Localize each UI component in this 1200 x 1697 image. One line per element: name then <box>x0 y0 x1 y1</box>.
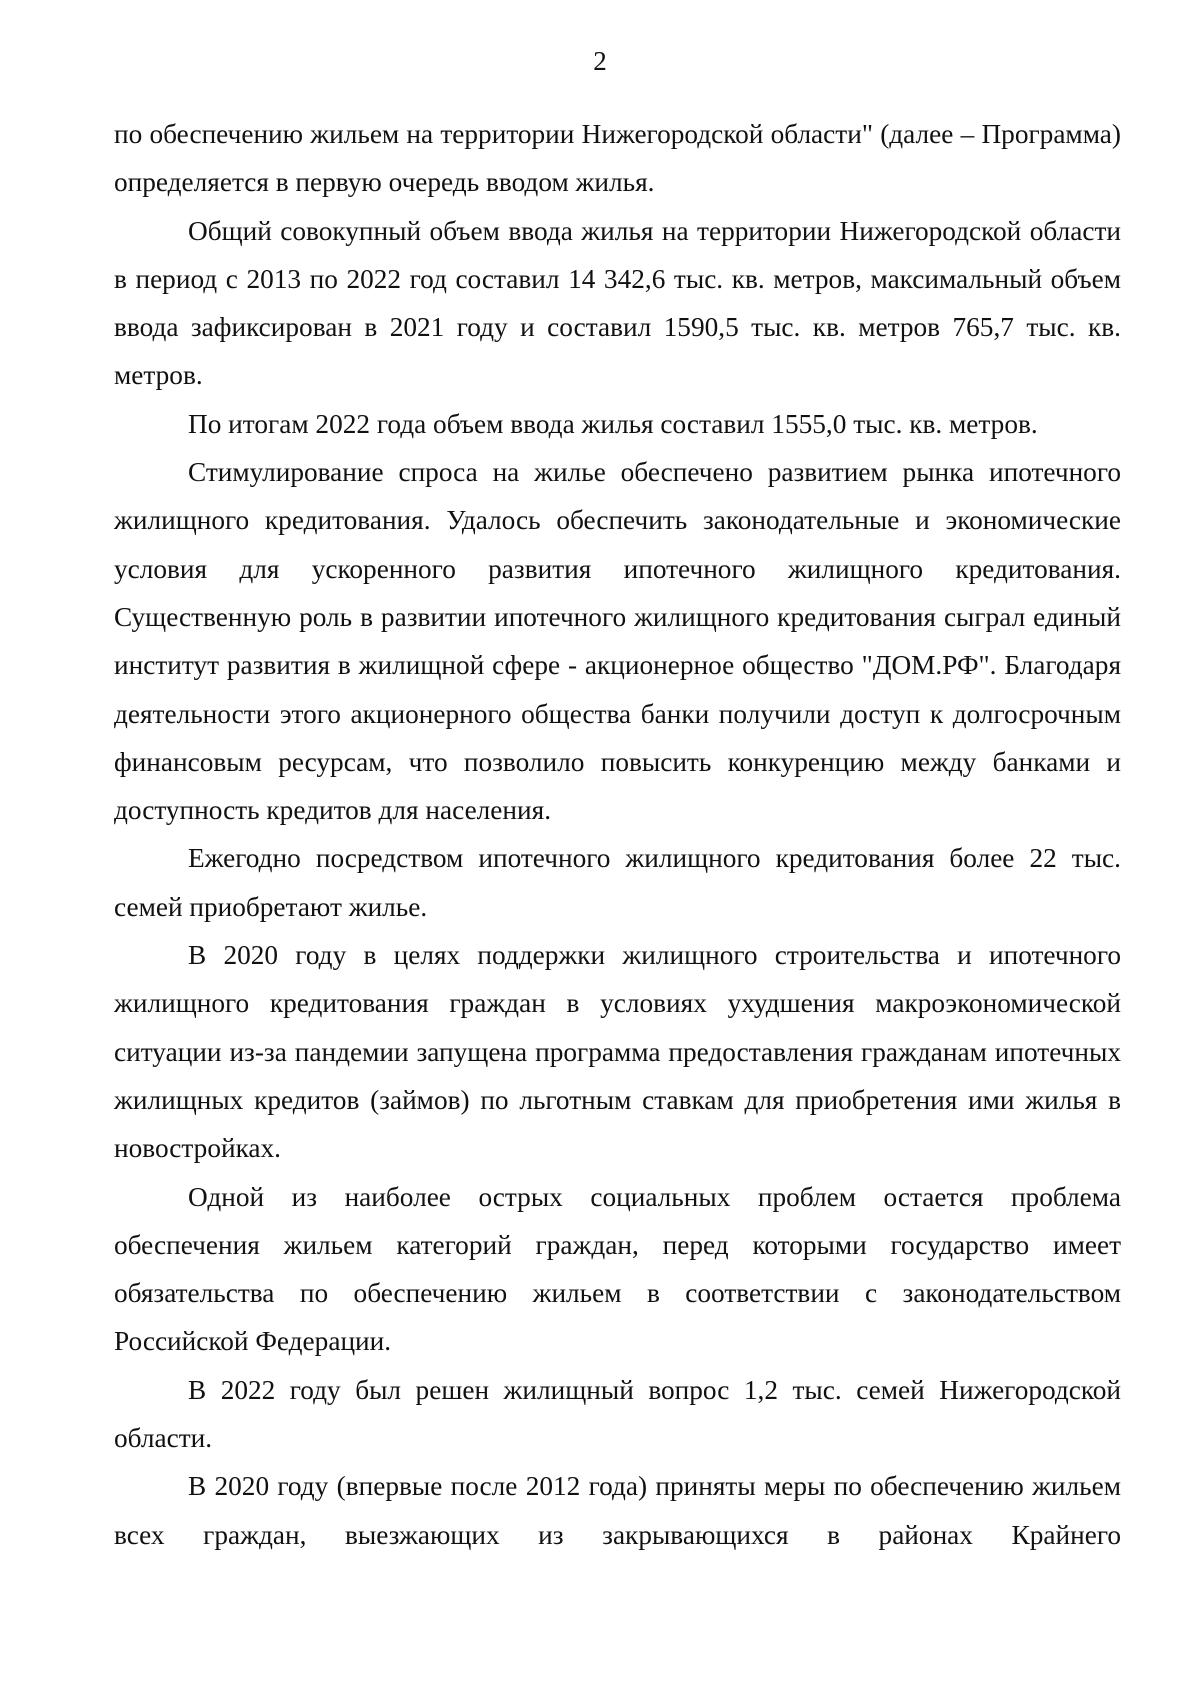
paragraph-2: По итогам 2022 года объем ввода жилья составил 1555,0 тыс. кв. метров. <box>188 408 1038 439</box>
paragraph-0: по обеспечению жильем на территории Нижегородской области" (далее – Программа) определяется в первую очередь вводом жилья. <box>114 119 1121 198</box>
page-number: 2 <box>593 46 607 76</box>
paragraph-5: В 2020 году в целях поддержки жилищного строительства и ипотечного жилищного кредитования граждан в условиях ухудшения макроэкономической ситуации из-за пандемии запущена программа предоставления гражданам ипотечных жилищных кредитов (займов) по льготным ставкам для приобретения ими жилья в новостройках. <box>114 940 1121 1164</box>
body-text <box>114 110 1121 1559</box>
paragraph-8: В 2020 году (впервые после 2012 года) приняты меры по обеспечению жильем всех граждан, выезжающих из закрывающихся в районах Крайнего <box>114 1471 1121 1550</box>
paragraph-1: Общий совокупный объем ввода жилья на территории Нижегородской области в период с 2013 по 2022 год составил 14 342,6 тыс. кв. метров, максимальный объем ввода зафиксирован в 2021 году и составил 1590,5 тыс. кв. метров 765,7 тыс. кв. метров. <box>114 215 1121 391</box>
paragraph-4: Ежегодно посредством ипотечного жилищного кредитования более 22 тыс. семей приобретают жилье. <box>114 843 1121 922</box>
paragraph-7: В 2022 году был решен жилищный вопрос 1,2 тыс. семей Нижегородской области. <box>114 1374 1121 1454</box>
paragraph-6: Одной из наиболее острых социальных проблем остается проблема обеспечения жильем категорий граждан, перед которыми государство имеет обязательства по обеспечению жильем в соответствии с законодательством Российской Федерации. <box>114 1181 1121 1357</box>
paragraph-3: Стимулирование спроса на жилье обеспечено развитием рынка ипотечного жилищного кредитования. Удалось обеспечить законодательные и экономические условия для ускоренного развития ипотечного жилищного кредитования. Существенную роль в развитии ипотечного жилищного кредитования сыграл единый институт развития в жилищной сфере - акционерное общество "ДОМ.РФ". Благодаря деятельности этого акционерного общества банки получили доступ к долгосрочным финансовым ресурсам, что позволило повысить конкуренцию между банками и доступность кредитов для населения. <box>114 457 1121 826</box>
